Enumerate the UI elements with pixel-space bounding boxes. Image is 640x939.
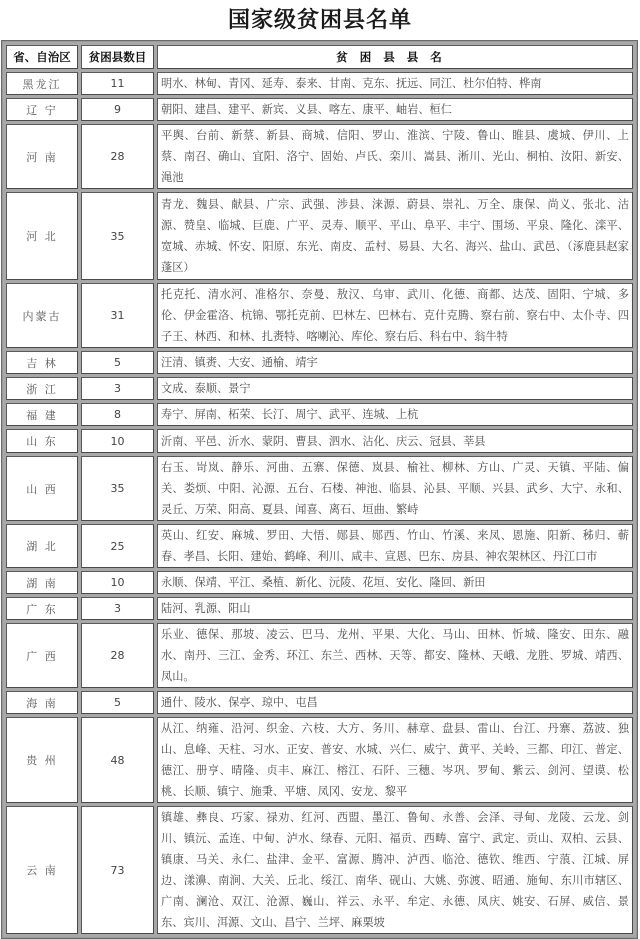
county-names-cell: 明水、林甸、青冈、延寿、泰来、甘南、克东、抚远、同江、杜尔伯特、桦南 [157, 72, 633, 95]
county-names-cell: 镇雄、彝良、巧家、禄劝、红河、西盟、墨江、鲁甸、永善、会泽、寻甸、龙陵、云龙、剑川、镇沅、孟连、中甸、泸水、绿春、元阳、福贡、西畴、富宁、武定、贡山、双柏、云县、镇康、马关、永仁、盐津、金平、富源、腾冲、泸西、临沧、德钦、维西、宁蒗、江城、屏边、漾濞、南涧、大关、丘北、绥江、南华、砚山、大姚、弥渡、昭通、施甸、东川市辖区、广南、澜沧、双江、沧源、巍山、祥云、永平、牟定、永德、凤庆、姚安、石屏、威信、景东、宾川、洱源、文山、昌宁、兰坪、麻栗坡 [157, 806, 633, 934]
province-cell: 广 西 [6, 623, 78, 688]
county-count-cell: 3 [81, 597, 154, 620]
page-title: 国家级贫困县名单 [227, 8, 412, 33]
county-names-cell: 通什、陵水、保亭、琼中、屯昌 [157, 691, 633, 714]
county-names-cell: 寿宁、屏南、柘荣、长汀、周宁、武平、连城、上杭 [157, 403, 633, 426]
table-row [6, 806, 633, 934]
county-count-cell: 28 [81, 124, 154, 189]
table-row [6, 691, 633, 714]
province-cell: 云 南 [6, 806, 78, 934]
table-row [6, 717, 633, 803]
table-header-row [6, 45, 633, 69]
poverty-county-table-frame [1, 40, 638, 939]
county-count-cell: 8 [81, 403, 154, 426]
county-names-cell: 平舆、台前、新蔡、新县、商城、信阳、罗山、淮滨、宁陵、鲁山、睢县、虞城、伊川、上蔡、南召、确山、宜阳、洛宁、固始、卢氏、栾川、嵩县、淅川、光山、桐柏、汝阳、新安、渑池 [157, 124, 633, 189]
table-row [6, 456, 633, 521]
county-count-cell: 35 [81, 192, 154, 280]
county-names-cell: 乐业、德保、那坡、凌云、巴马、龙州、平果、大化、马山、田林、忻城、隆安、田东、融水、南丹、三江、金秀、环江、东兰、西林、天等、都安、隆林、天峨、龙胜、罗城、靖西、凤山。 [157, 623, 633, 688]
county-names-cell: 陆河、乳源、阳山 [157, 597, 633, 620]
province-cell: 福 建 [6, 403, 78, 426]
table-row [6, 192, 633, 280]
table-row [6, 429, 633, 453]
county-names-cell: 永顺、保靖、平江、桑植、新化、沅陵、花垣、安化、隆回、新田 [157, 571, 633, 594]
province-cell: 内蒙古 [6, 283, 78, 348]
county-count-cell: 10 [81, 429, 154, 453]
province-cell: 辽 宁 [6, 98, 78, 121]
table-row [6, 524, 633, 568]
county-names-cell: 从江、纳雍、沿河、织金、六枝、大方、务川、赫章、盘县、雷山、台江、丹寨、荔波、独山、息峰、天柱、习水、正安、普安、水城、兴仁、威宁、黄平、关岭、三都、印江、普定、德江、册亨、晴隆、贞丰、麻江、榕江、石阡、三穗、岑巩、罗甸、紫云、剑河、望谟、松桃、长顺、镇宁、施秉、平塘、凤冈、安龙、黎平 [157, 717, 633, 803]
table-row [6, 571, 633, 594]
county-names-cell: 文成、泰顺、景宁 [157, 377, 633, 400]
county-count-cell: 25 [81, 524, 154, 568]
table-row [6, 351, 633, 374]
county-names-cell: 汪清、镇赉、大安、通榆、靖宇 [157, 351, 633, 374]
province-cell: 山 东 [6, 429, 78, 453]
county-names-cell: 托克托、清水河、准格尔、奈曼、敖汉、乌审、武川、化德、商都、达茂、固阳、宁城、多伦、伊金霍洛、杭锦、鄂托克前、巴林左、巴林右、克什克腾、察右前、察右中、太仆寺、四子王、林西、和林、扎赉特、喀喇沁、库伦、察右后、科右中、翁牛特 [157, 283, 633, 348]
table-body [6, 72, 633, 934]
county-names-cell: 英山、红安、麻城、罗田、大悟、郧县、郧西、竹山、竹溪、来凤、恩施、阳新、秭归、蕲春、孝昌、长阳、建始、鹤峰、利川、咸丰、宣恩、巴东、房县、神农架林区、丹江口市 [157, 524, 633, 568]
table-row [6, 72, 633, 95]
province-cell: 河 南 [6, 124, 78, 189]
table-row [6, 403, 633, 426]
county-count-cell: 11 [81, 72, 154, 95]
province-cell: 山 西 [6, 456, 78, 521]
header-county-count: 贫困县数目 [81, 45, 154, 69]
county-count-cell: 48 [81, 717, 154, 803]
header-province: 省、自治区 [6, 45, 78, 69]
county-count-cell: 5 [81, 691, 154, 714]
table-row [6, 597, 633, 620]
province-cell: 河 北 [6, 192, 78, 280]
province-cell: 贵 州 [6, 717, 78, 803]
table-row [6, 124, 633, 189]
county-names-cell: 朝阳、建昌、建平、新宾、义县、喀左、康平、岫岩、桓仁 [157, 98, 633, 121]
county-count-cell: 10 [81, 571, 154, 594]
province-cell: 海 南 [6, 691, 78, 714]
province-cell: 广 东 [6, 597, 78, 620]
province-cell: 湖 南 [6, 571, 78, 594]
table-row [6, 623, 633, 688]
county-names-cell: 沂南、平邑、沂水、蒙阴、曹县、泗水、沾化、庆云、冠县、莘县 [157, 429, 633, 453]
province-cell: 黑龙江 [6, 72, 78, 95]
county-names-cell: 青龙、魏县、献县、广宗、武强、涉县、涞源、蔚县、崇礼、万全、康保、尚义、张北、沽源、赞皇、临城、巨鹿、广平、灵寿、顺平、平山、阜平、丰宁、围场、平泉、隆化、滦平、宽城、赤城、怀安、阳原、东光、南皮、孟村、易县、大名、海兴、盐山、武邑、（涿鹿县赵家蓬区） [157, 192, 633, 280]
county-names-cell: 右玉、岢岚、静乐、河曲、五寨、保德、岚县、榆社、柳林、方山、广灵、天镇、平陆、偏关、娄烦、中阳、沁源、五台、石楼、神池、临县、沁县、平顺、兴县、武乡、大宁、永和、灵丘、万荣、阳高、夏县、闻喜、离石、垣曲、繁峙 [157, 456, 633, 521]
province-cell: 吉 林 [6, 351, 78, 374]
province-cell: 湖 北 [6, 524, 78, 568]
county-count-cell: 73 [81, 806, 154, 934]
county-count-cell: 35 [81, 456, 154, 521]
table-row [6, 377, 633, 400]
county-count-cell: 31 [81, 283, 154, 348]
province-cell: 浙 江 [6, 377, 78, 400]
header-county-names: 贫困县县名 [157, 45, 633, 69]
table-row [6, 98, 633, 121]
county-count-cell: 5 [81, 351, 154, 374]
table-row [6, 283, 633, 348]
poverty-county-table [3, 42, 636, 937]
county-count-cell: 28 [81, 623, 154, 688]
county-count-cell: 9 [81, 98, 154, 121]
county-count-cell: 3 [81, 377, 154, 400]
